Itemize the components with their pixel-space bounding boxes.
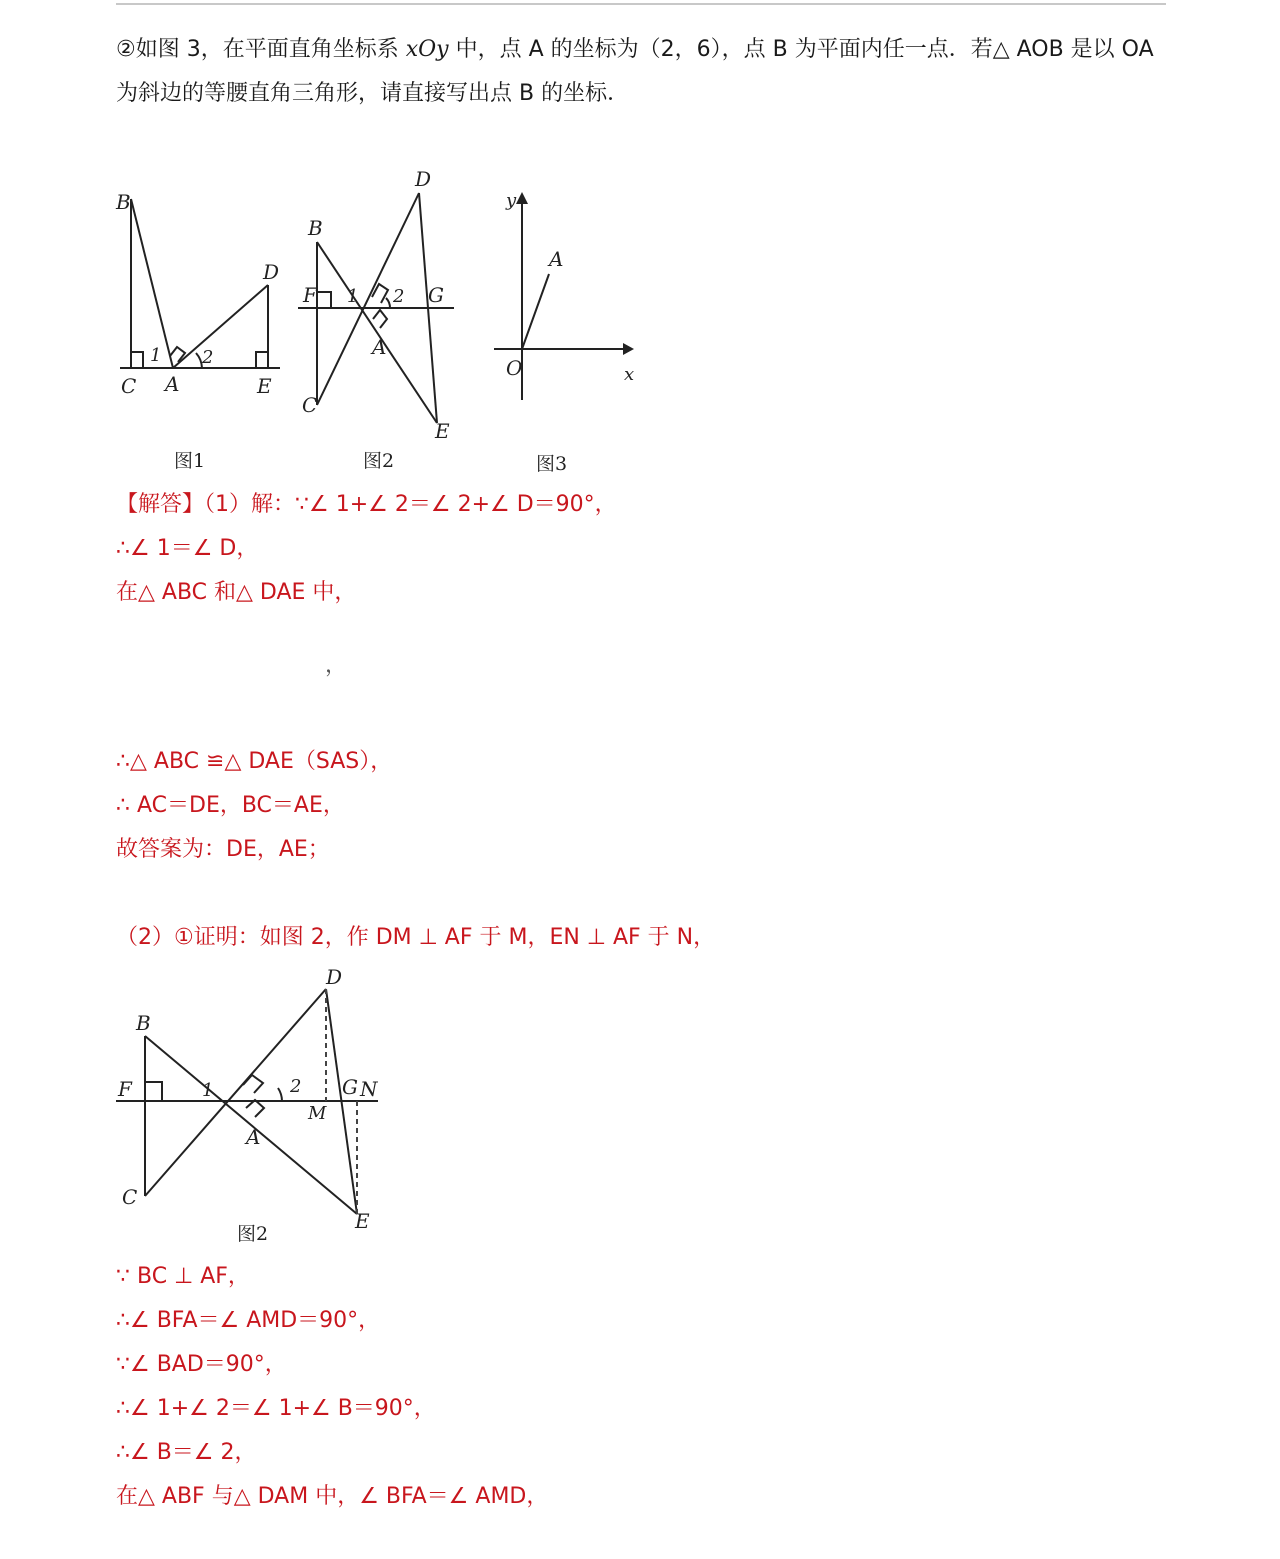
fig2b-label-c: C — [122, 1185, 138, 1209]
answer-line-5: ∴△ ABC ≌△ DAE（SAS）， — [116, 749, 393, 774]
answer-line-12: ∴∠ 1+∠ 2＝∠ 1+∠ B＝90°， — [116, 1396, 436, 1421]
question-line-1: ②如图 3，在平面直角坐标系 xOy 中，点 A 的坐标为（2，6），点 B 为平面内任一点．若△ AOB 是以 OA — [116, 37, 1154, 62]
fig1-label-1: 1 — [150, 345, 162, 366]
fig3-label-y: y — [506, 190, 517, 211]
figure-3 — [488, 180, 648, 480]
fig2b-label-2: 2 — [290, 1076, 302, 1097]
fig3-label-a: A — [549, 247, 564, 271]
fig2b-label-a: A — [246, 1125, 261, 1149]
fig2-label-2: 2 — [393, 286, 405, 307]
answer-line-14: 在△ ABF 与△ DAM 中，∠ BFA＝∠ AMD， — [116, 1484, 549, 1509]
math-xoy: xOy — [405, 37, 449, 62]
fig2-caption: 图2 — [363, 450, 395, 472]
fig2b-caption: 图2 — [237, 1223, 269, 1245]
fig2b-label-m: M — [308, 1103, 327, 1124]
y-axis-arrow — [516, 192, 528, 204]
answer-line-4: ， — [325, 653, 348, 678]
fig2b-label-f: F — [118, 1077, 132, 1101]
fig2-label-b: B — [308, 216, 323, 240]
figure-2-bottom — [110, 960, 400, 1250]
fig2-label-c: C — [302, 393, 318, 417]
answer-line-6: ∴ AC＝DE，BC＝AE， — [116, 793, 345, 818]
top-divider — [116, 3, 1166, 5]
answer-line-1: 【解答】（1）解：∵∠ 1+∠ 2＝∠ 2+∠ D＝90°， — [116, 492, 617, 517]
answer-line-11: ∵∠ BAD＝90°， — [116, 1352, 287, 1377]
fig1-label-e: E — [257, 374, 272, 398]
fig1-label-2: 2 — [202, 347, 214, 368]
fig1-label-a: A — [165, 372, 180, 396]
fig2b-label-b: B — [136, 1011, 151, 1035]
fig3-label-x: x — [624, 364, 635, 385]
fig1-caption: 图1 — [174, 450, 206, 472]
x-axis-arrow — [623, 343, 634, 355]
figure-1 — [110, 185, 290, 475]
fig1-label-d: D — [263, 260, 280, 284]
answer-line-3: 在△ ABC 和△ DAE 中， — [116, 580, 357, 605]
answer-line-8: （2）①证明：如图 2，作 DM ⊥ AF 于 M，EN ⊥ AF 于 N， — [116, 925, 716, 950]
fig2b-label-d: D — [326, 965, 343, 989]
fig2b-label-g: G — [342, 1075, 358, 1099]
question-line-2: 为斜边的等腰直角三角形，请直接写出点 B 的坐标． — [116, 81, 630, 106]
fig2-label-g: G — [428, 283, 444, 307]
fig2-label-f: F — [303, 283, 317, 307]
answer-line-13: ∴∠ B＝∠ 2， — [116, 1440, 257, 1465]
fig2b-label-e: E — [355, 1209, 370, 1233]
fig3-caption: 图3 — [536, 453, 568, 475]
fig2b-label-n: N — [360, 1077, 378, 1101]
fig3-label-o: O — [506, 356, 523, 380]
fig1-label-c: C — [121, 374, 137, 398]
fig2-label-1: 1 — [347, 286, 359, 307]
answer-line-7: 故答案为：DE，AE； — [116, 837, 330, 862]
fig2-label-e: E — [435, 419, 450, 443]
fig2-label-a: A — [372, 335, 387, 359]
answer-line-2: ∴∠ 1＝∠ D， — [116, 536, 259, 561]
fig1-label-b: B — [116, 190, 131, 214]
fig2-label-d: D — [415, 167, 432, 191]
figure-2-top — [290, 160, 470, 480]
answer-line-10: ∴∠ BFA＝∠ AMD＝90°， — [116, 1308, 381, 1333]
answer-line-9: ∵ BC ⊥ AF， — [116, 1264, 250, 1289]
fig2b-label-1: 1 — [202, 1080, 214, 1101]
